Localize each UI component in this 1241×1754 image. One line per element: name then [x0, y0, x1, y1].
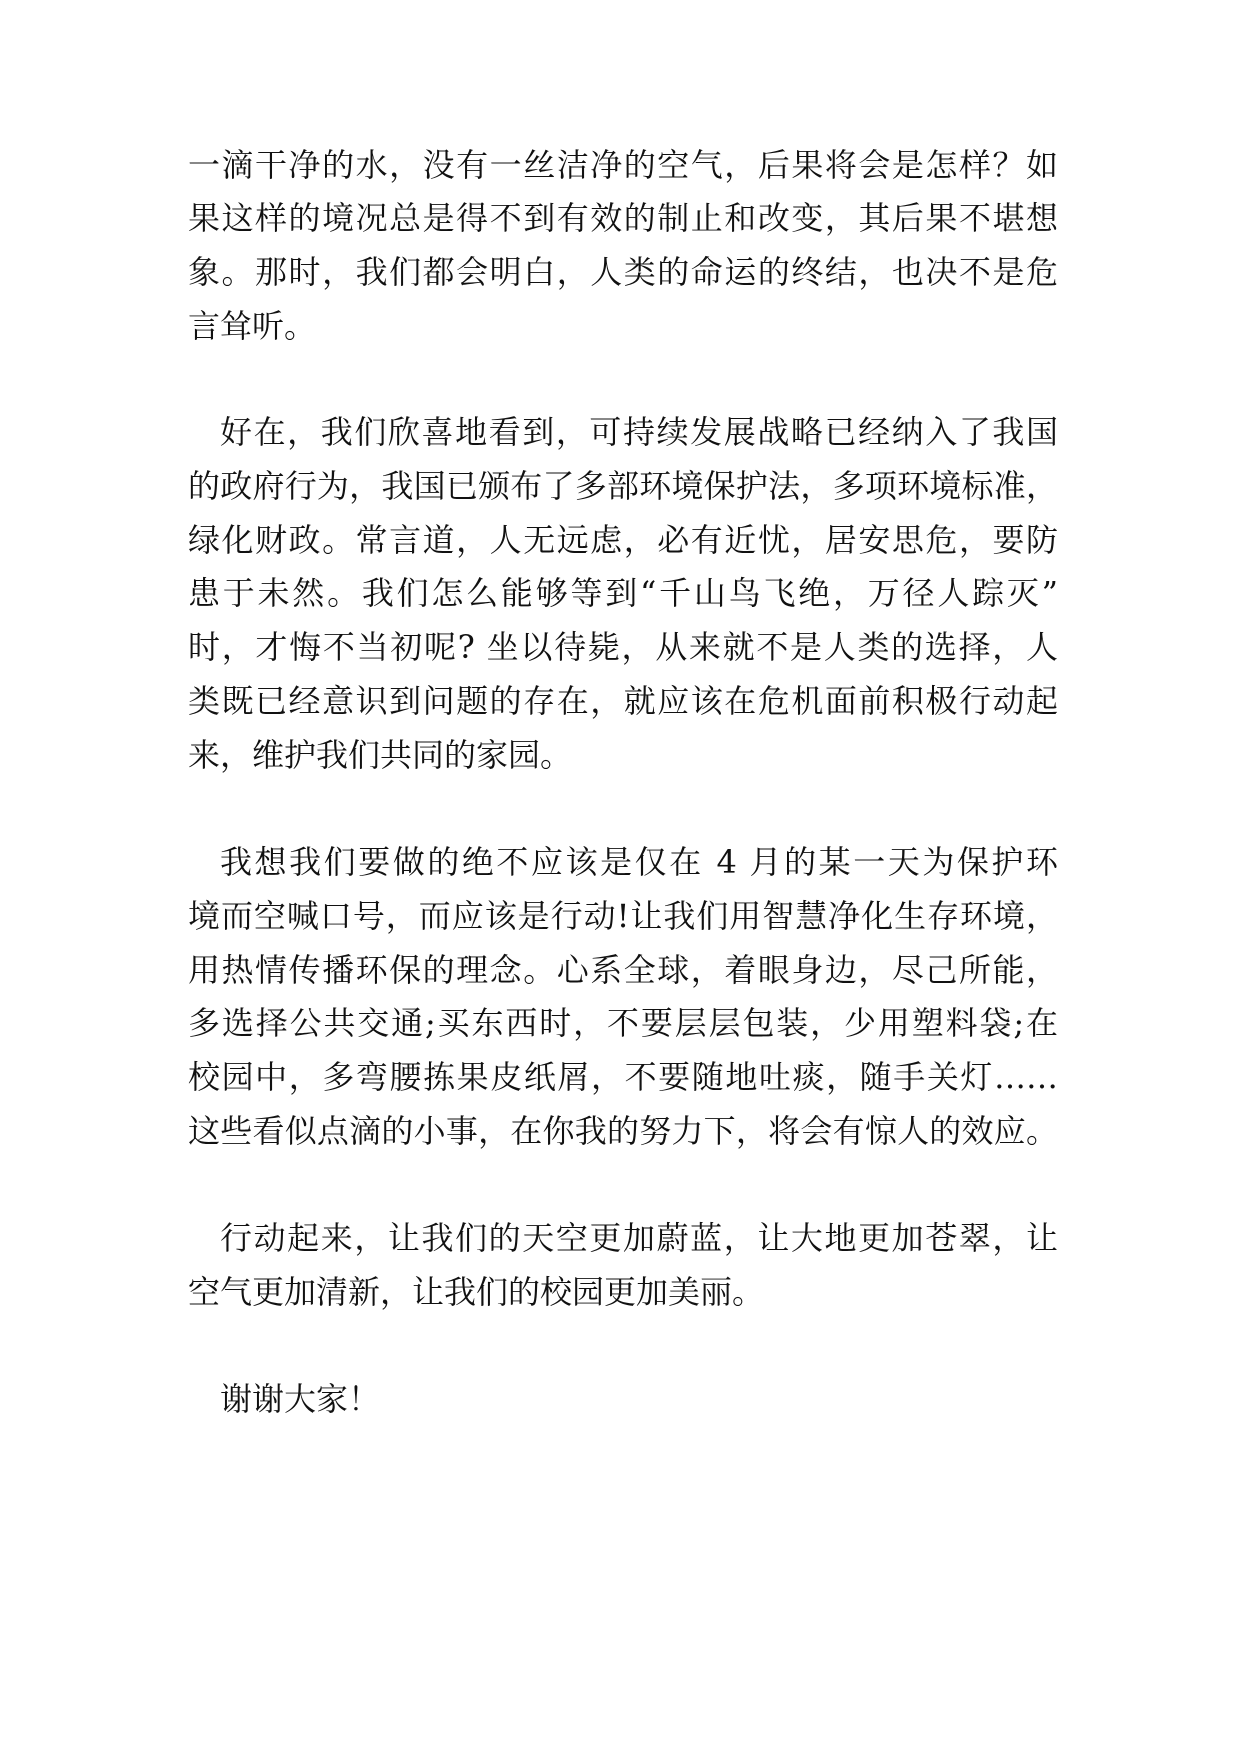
text-line: 这些看似点滴的小事，在你我的努力下，将会有惊人的效应。: [188, 1112, 1058, 1150]
text-line: 的政府行为，我国已颁布了多部环境保护法，多项环境标准，: [188, 467, 1058, 505]
text-line: 言耸听。: [188, 307, 317, 345]
text-line: 时，才悔不当初呢? 坐以待毙，从来就不是人类的选择，人: [188, 628, 1058, 666]
text-line: 行动起来，让我们的天空更加蔚蓝，让大地更加苍翠，让: [220, 1219, 1058, 1257]
text-line: 绿化财政。常言道，人无远虑，必有近忧，居安思危，要防: [188, 521, 1058, 559]
text-line: 患于未然。我们怎么能够等到“千山鸟飞绝，万径人踪灭”: [188, 574, 1058, 612]
closing-line: 谢谢大家！: [220, 1380, 381, 1418]
text-line: 一滴干净的水，没有一丝洁净的空气，后果将会是怎样？如: [188, 146, 1058, 184]
text-line: 象。那时，我们都会明白，人类的命运的终结，也决不是危: [188, 253, 1058, 291]
text-line: 校园中，多弯腰拣果皮纸屑，不要随地吐痰，随手关灯……: [188, 1058, 1058, 1096]
text-line: 我想我们要做的绝不应该是仅在 4 月的某一天为保护环: [220, 843, 1058, 881]
text-line: 果这样的境况总是得不到有效的制止和改变，其后果不堪想: [188, 199, 1058, 237]
text-line: 空气更加清新，让我们的校园更加美丽。: [188, 1273, 765, 1311]
text-line: 好在，我们欣喜地看到，可持续发展战略已经纳入了我国: [220, 413, 1058, 451]
text-line: 境而空喊口号，而应该是行动!让我们用智慧净化生存环境，: [188, 897, 1058, 935]
text-line: 来，维护我们共同的家园。: [188, 736, 573, 774]
text-line: 类既已经意识到问题的存在，就应该在危机面前积极行动起: [188, 682, 1058, 720]
text-line: 用热情传播环保的理念。心系全球，着眼身边，尽己所能，: [188, 951, 1058, 989]
text-line: 多选择公共交通;买东西时，不要层层包装，少用塑料袋;在: [188, 1004, 1058, 1042]
